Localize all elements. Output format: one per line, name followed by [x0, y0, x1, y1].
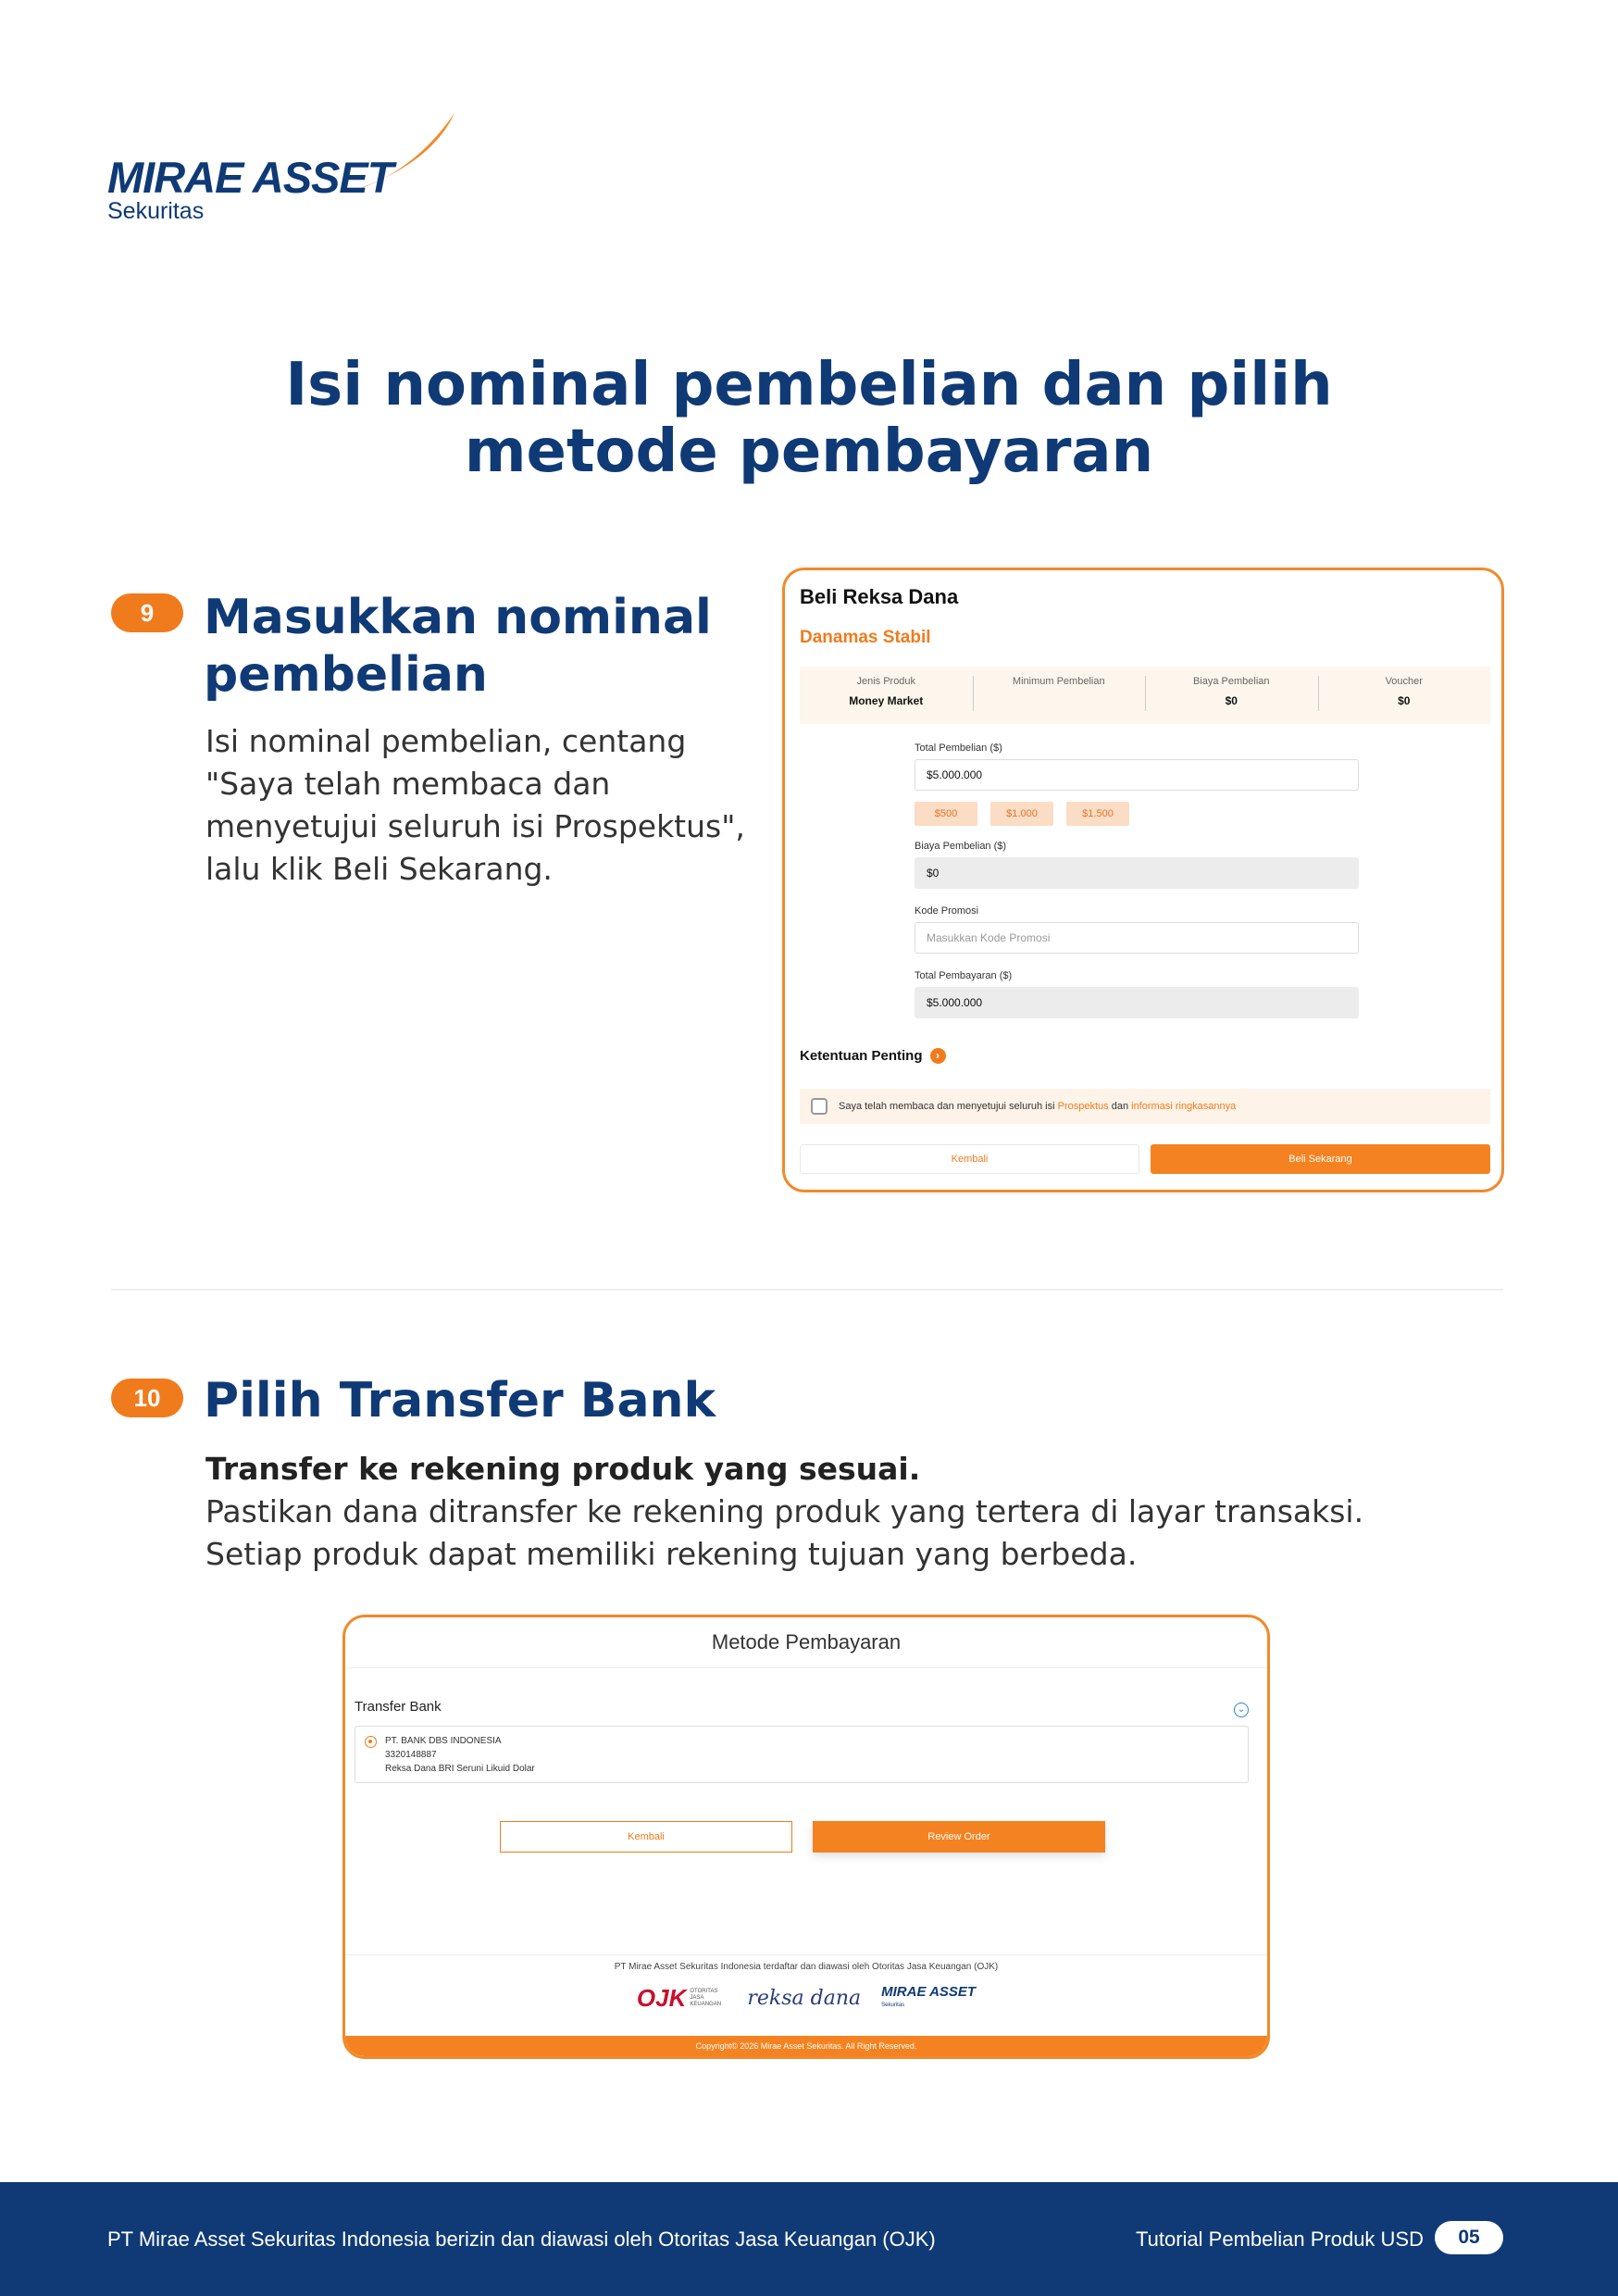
payment-actions: [500, 1821, 1105, 1853]
total-purchase-label: Total Pembelian ($): [915, 742, 1002, 754]
footer-license-text: PT Mirae Asset Sekuritas Indonesia berizin dan diawasi oleh Otoritas Jasa Keuangan (OJK): [107, 2227, 936, 2251]
logo-wordmark: MIRAE ASSET: [107, 153, 393, 202]
total-payment-label: Total Pembayaran ($): [915, 970, 1013, 981]
bank-account-product: Reksa Dana BRI Seruni Likuid Dolar: [385, 1764, 535, 1774]
page-footer: [0, 2182, 1618, 2296]
quick-amount-1000[interactable]: $1.000: [990, 802, 1053, 826]
section-divider: [111, 1289, 1503, 1291]
step-10-desc-line: Pastikan dana ditransfer ke rekening produk yang tertera di layar transaksi.: [205, 1493, 1364, 1529]
mirae-asset-small-logo: MIRAE ASSET Sekuritas: [881, 1983, 977, 2008]
step-9-desc-line: menyetujui seluruh isi Prospektus",: [205, 808, 745, 844]
copyright-bar: Copyright© 2026 Mirae Asset Sekuritas. All Right Reserved.: [345, 2036, 1267, 2056]
total-purchase-input[interactable]: $5.000.000: [915, 759, 1359, 791]
info-minimum-purchase: Minimum Pembelian: [973, 667, 1146, 724]
total-payment-field: $5.000.000: [915, 987, 1359, 1018]
info-voucher: Voucher $0: [1318, 667, 1491, 724]
page-title: [0, 352, 1618, 485]
buy-now-button[interactable]: Beli Sekarang: [1151, 1144, 1490, 1174]
logo-subtitle: Sekuritas: [107, 198, 205, 224]
buy-fund-actions: [800, 1144, 1490, 1174]
purchase-fee-field: $0: [915, 857, 1359, 889]
step-9-heading: [204, 589, 712, 704]
prospectus-link[interactable]: Prospektus: [1057, 1101, 1109, 1112]
purchase-form: [915, 742, 1359, 1018]
payment-method-screenshot: [342, 1615, 1270, 2059]
step-9-heading-line-1: Masukkan nominal: [204, 590, 712, 645]
step-10-desc-line: Setiap produk dapat memiliki rekening tujuan yang berbeda.: [205, 1536, 1138, 1572]
ojk-logo: OJK OTORITAS JASA KEUANGAN: [636, 1984, 722, 2012]
quick-amount-500[interactable]: $500: [915, 802, 977, 826]
step-10-heading: Pilih Transfer Bank: [204, 1373, 716, 1429]
promo-code-label: Kode Promosi: [915, 905, 979, 917]
agreement-checkbox[interactable]: [811, 1098, 828, 1115]
bank-account-option[interactable]: [355, 1726, 1249, 1783]
important-terms-label: Ketentuan Penting: [800, 1048, 923, 1064]
footer-doc-title: Tutorial Pembelian Produk USD: [1136, 2227, 1424, 2251]
chevron-down-icon[interactable]: ⌄: [1234, 1703, 1249, 1717]
bank-account-number: 3320148887: [385, 1750, 437, 1760]
info-product-type: Jenis Produk Money Market: [849, 676, 924, 707]
footer-divider: [345, 1954, 1267, 1955]
mirae-asset-logo: [107, 109, 468, 230]
back-button[interactable]: Kembali: [500, 1821, 792, 1853]
bank-account-details: [385, 1734, 535, 1776]
step-9-heading-line-2: pembelian: [204, 647, 488, 703]
bank-name: PT. BANK DBS INDONESIA: [385, 1736, 502, 1746]
important-terms-link[interactable]: [800, 1048, 946, 1064]
bank-option-radio[interactable]: [365, 1736, 377, 1748]
step-10-badge: 10: [111, 1379, 183, 1417]
page-title-line-1: Isi nominal pembelian dan pilih: [285, 351, 1333, 419]
quick-amount-chips: [915, 802, 1359, 826]
summary-info-link[interactable]: informasi ringkasannya: [1131, 1101, 1237, 1112]
step-10-description: [205, 1491, 1363, 1576]
header-divider: [345, 1667, 1267, 1668]
agreement-text: Saya telah membaca dan menyetujui seluruh isi Prospektus dan informasi ringkasannya: [839, 1101, 1237, 1112]
fund-name: Danamas Stabil: [800, 628, 931, 647]
review-order-button[interactable]: Review Order: [813, 1821, 1105, 1853]
buy-fund-screenshot: [782, 568, 1504, 1192]
ojk-registration-text: PT Mirae Asset Sekuritas Indonesia terdaftar dan diawasi oleh Otoritas Jasa Keuangan (OJK): [614, 1962, 999, 1972]
fund-info-panel: [800, 667, 1490, 724]
step-9-badge: 9: [111, 593, 183, 632]
info-purchase-fee: Biaya Pembelian $0: [1145, 667, 1318, 724]
step-9-desc-line: lalu klik Beli Sekarang.: [205, 851, 553, 887]
reksa-dana-logo: reksa dana: [747, 1987, 862, 2010]
back-button[interactable]: Kembali: [800, 1144, 1139, 1174]
payment-method-title: Metode Pembayaran: [711, 1630, 902, 1653]
arrow-right-icon: ›: [930, 1048, 946, 1064]
buy-fund-title: Beli Reksa Dana: [800, 585, 959, 608]
step-9-desc-line: "Saya telah membaca dan: [205, 766, 611, 802]
transfer-bank-label: Transfer Bank: [355, 1699, 442, 1715]
step-9-description: [205, 720, 745, 891]
prospectus-agreement: [800, 1089, 1490, 1124]
purchase-fee-label: Biaya Pembelian ($): [915, 841, 1007, 852]
quick-amount-1500[interactable]: $1.500: [1066, 802, 1129, 826]
page-number-badge: 05: [1435, 2221, 1503, 2254]
partner-logos: [345, 1984, 1267, 2013]
page-title-line-2: metode pembayaran: [464, 418, 1154, 486]
step-9-desc-line: Isi nominal pembelian, centang: [205, 723, 687, 759]
step-10-bold-text: Transfer ke rekening produk yang sesuai.: [205, 1451, 921, 1487]
promo-code-input[interactable]: Masukkan Kode Promosi: [915, 922, 1359, 954]
